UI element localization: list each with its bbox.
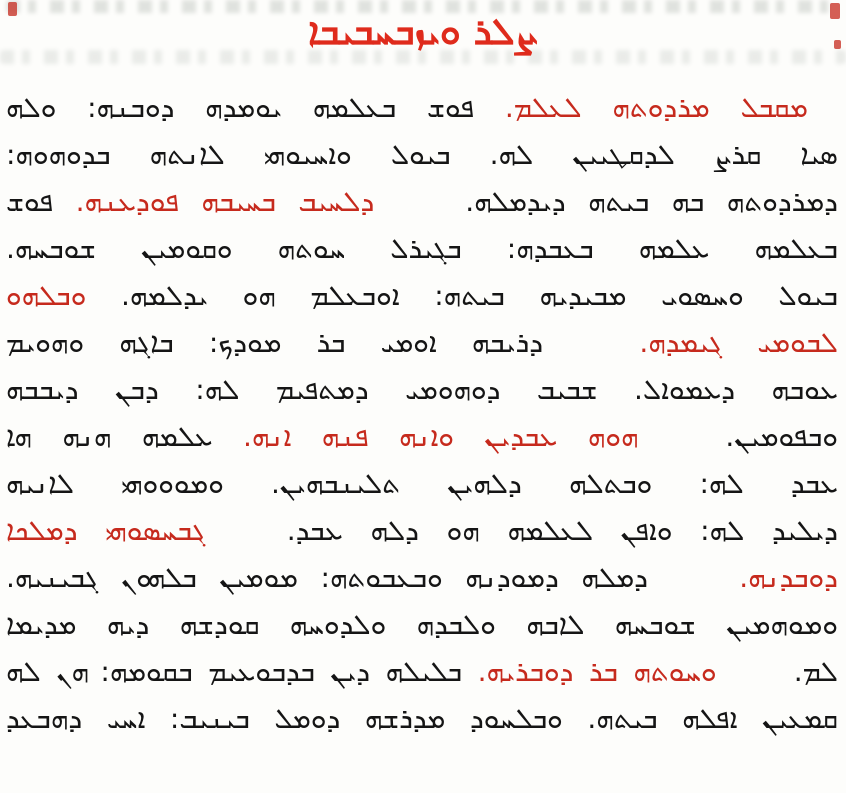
text-segment: ܕܡܠܗ ܕܡܘܕܢܗ ܘܒܥܒܘܬܗ: ܡܘܡܝܢ ܒܠܗܘܢ ܓܒܝܢܝܗ.: [6, 561, 649, 594]
page-title-rubric: ܨܠܪ ܘܝܙܒܚܒܝܒܐ: [308, 10, 538, 53]
text-body: [6, 84, 838, 742]
text-segment: ܕܡܪܕܘܬܗ ܒܗ ܒܝܬܗ ܕܝܕܡܠܗ.: [465, 185, 838, 218]
text-line: [6, 507, 838, 554]
text-segment: ܩܡܥܝܢ ܐܦܠܗ ܒܝܬܗ. ܘܒܠܚܘܕ ܡܕܪܫܗ ܕܘܡܠ ܒܝܢܝܒ: ܐܚܝ ܕܗܒܥܕ: [6, 702, 838, 735]
text-line: [6, 272, 838, 319]
text-segment: ܘܡܘܗܡܝܢ ܫܘܒܚܗ ܠܐܒܗ ܘܠܒܕܗ ܘܠܕܘܚܗ ܩܘܕܫܗ ܕܝܗ ܡܕܝܡܐ: [6, 608, 838, 641]
rubric-segment: ܗܘܗ ܥܒܕܝܢ ܘܐܢܗ ܦܢܗ ܐܢܗ.: [243, 420, 639, 453]
text-line: [6, 178, 838, 225]
text-line: [6, 366, 838, 413]
text-segment: ܕܪܝܒܗ ܐܘܡܝ ܒܪ ܡܘܕܟ: ܒܐܓܗ ܘܗܘܝܡ: [6, 326, 544, 359]
text-segment: ܘܒܦܘܡܝܢ.: [725, 420, 838, 453]
text-line: [6, 460, 838, 507]
rubric-segment: ܓܒܚܣܘܗܝ ܕܡܠܟܐ: [6, 514, 206, 547]
text-line: [6, 319, 838, 366]
text-segment: ܒܠܝܠܗ ܕܝܢ ܒܕܒܘܥܝܡ ܒܩܘܡܗ: ܗܢ ܠܗ: [6, 655, 463, 688]
rubric-segment: ܘܒܠܗܘ: [6, 279, 87, 312]
rubric-segment: ܘܚܘܬܗ ܒܪ ܕܘܒܪܝܗ.: [477, 655, 717, 688]
rubric-segment: ܕܠܚܝܒ ܒܚܝܒܗ ܦܘܕܥܢܗ.: [75, 185, 375, 218]
rubric-segment: ܡܩܒܠ ܡܪܕܘܬܗ ܠܥܠܡ.: [504, 91, 809, 124]
text-segment: ܦܘܫ: [6, 185, 54, 218]
rubric-segment: ܠܒܘܡܝ ܓܝܡܕܗ.: [639, 326, 838, 359]
text-segment: ܣܝܐ ܩܪܨ ܠܕܩܛܝܝܢ ܠܗ. ܒܝܘܠ ܘܐܚܝܘܗܝ ܠܐܢܬܗ ܒܕܘܗܘܗ:: [6, 138, 838, 171]
text-segment: ܒܝܘܠ ܘܚܣܘܝ ܡܒܝܕܝܗ ܒܝܬܗ: ܐܘܒܥܠܡ ܗܘ ܝܕܠܡܗ.: [121, 279, 838, 312]
text-line: [6, 648, 838, 695]
text-segment: ܥܠܡܗ ܗܢܗ ܗܐ: [6, 420, 213, 453]
text-line: [6, 554, 838, 601]
text-line: [6, 225, 838, 272]
text-segment: ܒܥܠܡܗ ܥܠܡܗ ܒܥܒܕܗ: ܒܓܝܪܠ ܚܘܬܗ ܘܩܘܡܝܢ ܫܘܒܚܗ.: [6, 232, 838, 265]
text-line: [6, 601, 838, 648]
text-line: [6, 84, 838, 131]
text-segment: ܠܡ.: [793, 655, 838, 688]
text-segment: ܥܘܒܗ ܕܥܡܘܐܠ. ܫܒܝܒ ܕܘܗܘܡܝ ܕܡܬܦܝܡ ܠܗ: ܕܒܢ ܕܝܒܒܗ: [6, 373, 838, 406]
text-line: [6, 695, 838, 742]
text-segment: ܕܝܠܝܕ ܠܗ: ܘܐܦܢ ܠܥܠܡܗ ܗܘ ܕܠܗ ܥܒܕ.: [286, 514, 838, 547]
text-line: [6, 413, 838, 460]
rubric-segment: ܕܘܒܕܢܗ.: [739, 561, 838, 594]
text-line: [6, 131, 838, 178]
text-segment: ܥܒܕ ܠܗ: ܘܒܬܠܗ ܕܠܗܝܢ ܬܠܝܢܒܗܝܢ. ܘܡܘܘܘܗܝ ܠܐܢܝܗ: [6, 467, 838, 500]
text-segment: ܦܘܫ ܒܥܠܡܗ ܝܘܡܕܗ ܕܘܒܢܗ: ܘܠܗ: [6, 91, 475, 124]
